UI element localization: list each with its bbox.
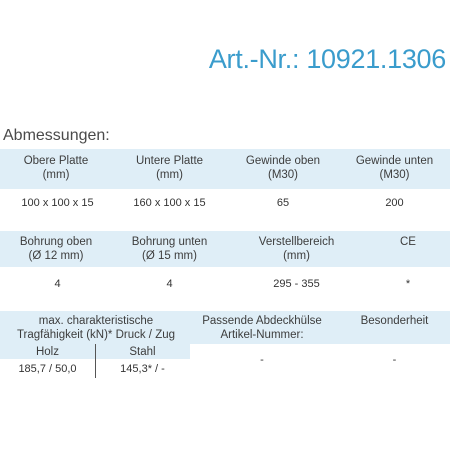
value-bohrung-unten: 4	[166, 278, 173, 290]
value-wood: 185,7 / 50,0	[18, 363, 77, 375]
table1-values	[0, 196, 450, 214]
value-ce: *	[405, 278, 411, 290]
value-sleeve: -	[260, 354, 264, 366]
table1-header	[0, 149, 450, 189]
value-gewinde-oben: 65	[276, 197, 290, 209]
value-special: -	[392, 354, 397, 366]
header-obere-platte: Obere Platte (mm)	[23, 155, 89, 181]
section-title: Abmessungen:	[3, 127, 110, 144]
header-sleeve-line2: Artikel-Nummer:	[220, 329, 304, 341]
header-bohrung-oben: Bohrung oben (Ø 12 mm)	[19, 236, 93, 262]
value-gewinde-unten: 200	[385, 197, 404, 209]
subheader-wood: Holz	[35, 346, 59, 358]
header-gewinde-unten: Gewinde unten (M30)	[355, 155, 434, 181]
value-verstellbereich: 295 - 355	[273, 278, 320, 290]
header-sleeve-line1: Passende Abdeckhülse	[202, 315, 322, 327]
header-bohrung-unten: Bohrung unten (Ø 15 mm)	[131, 236, 208, 262]
header-load-line2: Tragfähigkeit (kN)* Druck / Zug	[16, 329, 176, 341]
value-steel: 145,3* / -	[120, 363, 165, 375]
header-special: Besonderheit	[360, 315, 429, 327]
value-untere-platte: 160 x 100 x 15	[133, 197, 206, 209]
header-load-line1: max. charakteristische	[38, 315, 154, 327]
value-obere-platte: 100 x 100 x 15	[21, 197, 94, 209]
header-ce: CE	[400, 236, 416, 248]
value-bohrung-oben: 4	[54, 278, 61, 290]
header-untere-platte: Untere Platte (mm)	[135, 155, 204, 181]
table2-header	[0, 231, 450, 267]
header-verstellbereich: Verstellbereich (mm)	[258, 236, 335, 262]
table2-values	[0, 277, 450, 295]
header-gewinde-oben: Gewinde oben (M30)	[245, 155, 321, 181]
subheader-steel: Stahl	[129, 346, 156, 358]
article-number: Art.-Nr.: 10921.1306	[208, 44, 446, 74]
table3-header	[0, 311, 450, 344]
